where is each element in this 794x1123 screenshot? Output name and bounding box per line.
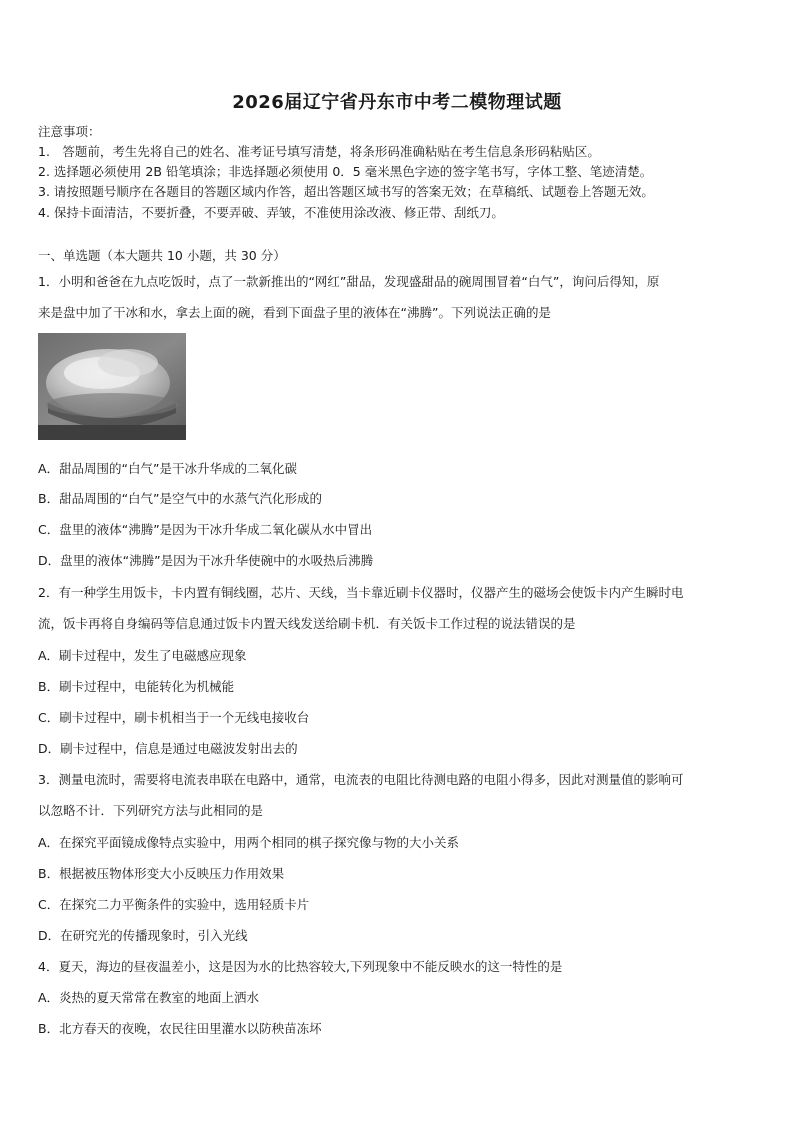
question-2-option-c: C．刷卡过程中，刷卡机相当于一个无线电接收台 — [38, 710, 310, 725]
page-title: 2026届辽宁省丹东市中考二模物理试题 — [232, 92, 562, 113]
question-2-option-a: A．刷卡过程中，发生了电磁感应现象 — [38, 648, 247, 663]
question-1-option-d: D．盘里的液体“沸腾”是因为干冰升华使碗中的水吸热后沸腾 — [38, 553, 374, 568]
notice-heading: 注意事项： — [38, 124, 101, 139]
question-1-option-b: B．甜品周围的“白气”是空气中的水蒸气汽化形成的 — [38, 491, 323, 506]
question-3-stem: 以忽略不计．下列研究方法与此相同的是 — [38, 803, 264, 818]
question-3-option-c: C．在探究二力平衡条件的实验中，选用轻质卡片 — [38, 897, 310, 912]
question-4-option-a: A．炎热的夏天常常在教室的地面上洒水 — [38, 990, 260, 1005]
question-2-stem: 流，饭卡再将自身编码等信息通过饭卡内置天线发送给刷卡机．有关饭卡工作过程的说法错误的是 — [38, 616, 576, 631]
notice-item: 1. 答题前，考生先将自己的姓名、准考证号填写清楚，将条形码准确粘贴在考生信息条形码粘贴区。 — [38, 144, 600, 159]
section-heading: 一、单选题（本大题共 10 小题，共 30 分） — [38, 248, 286, 263]
question-3-option-a: A．在探究平面镜成像特点实验中，用两个相同的棋子探究像与物的大小关系 — [38, 835, 460, 850]
dessert-photo-image — [38, 333, 186, 440]
notice-item: 4. 保持卡面清洁，不要折叠，不要弄破、弄皱，不准使用涂改液、修正带、刮纸刀。 — [38, 205, 504, 220]
question-1-option-a: A．甜品周围的“白气”是干冰升华成的二氧化碳 — [38, 461, 298, 476]
question-3-option-b: B．根据被压物体形变大小反映压力作用效果 — [38, 866, 285, 881]
question-4-stem: 4．夏天，海边的昼夜温差小，这是因为水的比热容较大,下列现象中不能反映水的这一特性的是 — [38, 959, 563, 974]
question-4-option-b: B．北方春天的夜晚，农民往田里灌水以防秧苗冻坏 — [38, 1021, 322, 1036]
question-1-option-c: C．盘里的液体“沸腾”是因为干冰升华成二氧化碳从水中冒出 — [38, 522, 373, 537]
question-3-stem: 3．测量电流时，需要将电流表串联在电路中，通常，电流表的电阻比待测电路的电阻小得多，因此对测量值的影响可 — [38, 772, 684, 787]
question-1-stem: 1．小明和爸爸在九点吃饭时，点了一款新推出的“网红”甜品，发现盛甜品的碗周围冒着“白气”，询问后得知，原 — [38, 274, 660, 289]
notice-item: 3. 请按照题号顺序在各题目的答题区域内作答，超出答题区域书写的答案无效；在草稿纸、试题卷上答题无效。 — [38, 184, 654, 199]
question-3-option-d: D．在研究光的传播现象时，引入光线 — [38, 928, 248, 943]
dessert-photo — [38, 333, 186, 440]
question-1-stem: 来是盘中加了干冰和水，拿去上面的碗，看到下面盘子里的液体在“沸腾”。下列说法正确的是 — [38, 305, 551, 320]
question-2-option-b: B．刷卡过程中，电能转化为机械能 — [38, 679, 235, 694]
question-2-option-d: D．刷卡过程中，信息是通过电磁波发射出去的 — [38, 741, 298, 756]
question-2-stem: 2．有一种学生用饭卡，卡内置有铜线圈，芯片、天线，当卡靠近刷卡仪器时，仪器产生的磁场会使饭卡内产生瞬时电 — [38, 585, 684, 600]
notice-item: 2. 选择题必须使用 2B 铅笔填涂；非选择题必须使用 0．5 毫米黑色字迹的签字笔书写，字体工整、笔迹清楚。 — [38, 164, 653, 179]
